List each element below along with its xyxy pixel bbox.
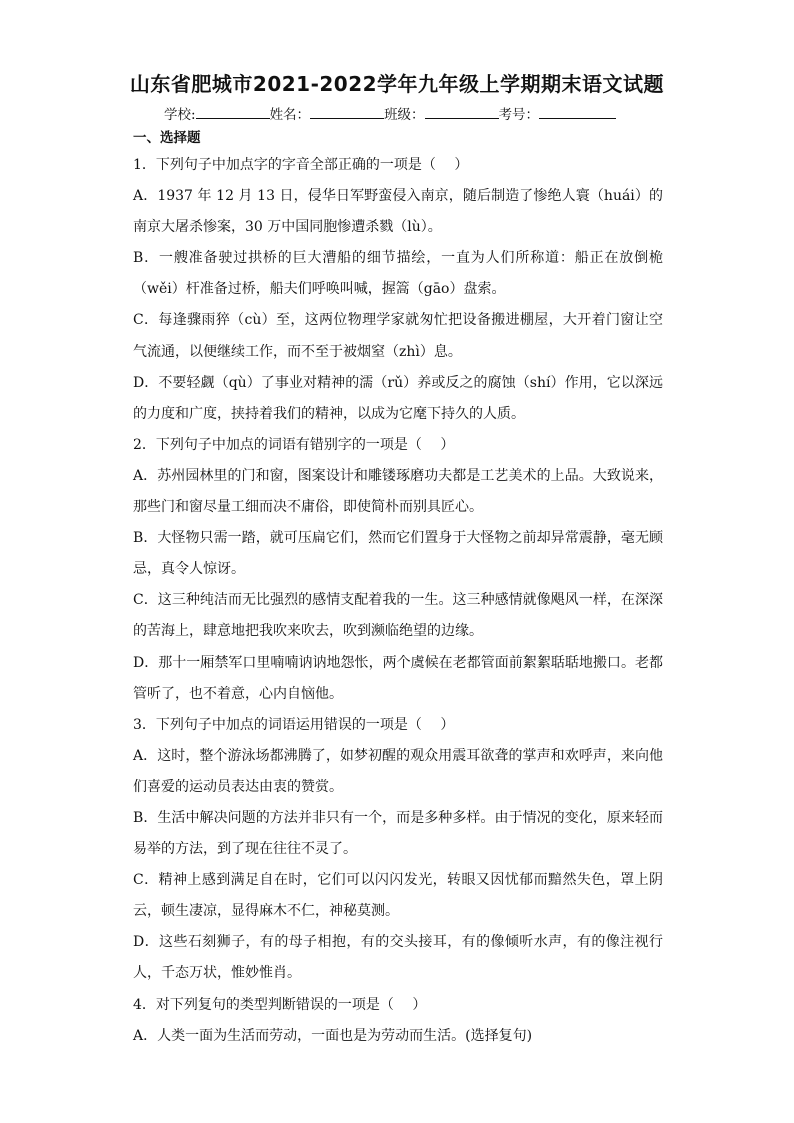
question-option: B．生活中解决问题的方法并非只有一个，而是多种多样。由于情况的变化，原来轻而易举的方法，到了现在往往不灵了。 — [133, 809, 663, 858]
question-option: A．人类一面为生活而劳动，一面也是为劳动而生活。(选择复句) — [133, 1027, 533, 1044]
question-stem: 2．下列句子中加点的词语有错别字的一项是（ ） — [133, 436, 455, 453]
question-option: A．苏州园林里的门和窗，图案设计和雕镂琢磨功夫都是工艺美术的上品。大致说来，那些门和窗尽量工细而决不庸俗，即使简朴而别具匠心。 — [133, 467, 663, 516]
question-option: C．这三种纯洁而无比强烈的感情支配着我的一生。这三种感情就像飓风一样，在深深的苦海上，肆意地把我吹来吹去，吹到濒临绝望的边缘。 — [133, 592, 663, 640]
question-stem: 1．下列句子中加点字的字音全部正确的一项是（ ） — [133, 157, 469, 173]
question-option: D．不要轻觑（qù）了事业对精神的濡（rǔ）养或反之的腐蚀（shí）作用，它以深远的力度和广度，挟持着我们的精神，以成为它麾下持久的人质。 — [133, 374, 663, 422]
question-option: B．一艘准备驶过拱桥的巨大漕船的细节描绘，一直为人们所称道：船正在放倒桅（wěi）杆准备过桥，船夫们呼唤叫喊，握篙（gāo）盘索。 — [133, 250, 663, 298]
question-stem: 3．下列句子中加点的词语运用错误的一项是（ ） — [133, 716, 455, 733]
question-stem: 4．对下列复句的类型判断错误的一项是（ ） — [133, 996, 427, 1013]
school-label: 学校: — [164, 107, 196, 123]
question-option: A．1937 年 12 月 13 日，侵华日军野蛮侵入南京，随后制造了惨绝人寰（huái）的南京大屠杀惨案，30 万中国同胞惨遭杀戮（lù）。 — [133, 188, 663, 236]
questions-list — [133, 150, 663, 1052]
exam-no-label: 考号： — [498, 107, 540, 123]
student-info-line — [164, 103, 616, 123]
question-option: B．大怪物只需一踏，就可压扁它们，然而它们置身于大怪物之前却异常震静，毫无顾忌，真令人惊讶。 — [133, 530, 663, 578]
school-blank — [196, 105, 270, 119]
question-option: A．这时，整个游泳场都沸腾了，如梦初醒的观众用震耳欲聋的掌声和欢呼声，来向他们喜爱的运动员表达由衷的赞赏。 — [133, 747, 663, 795]
exam-no-blank — [539, 105, 616, 119]
name-blank — [310, 105, 384, 119]
section-title: 一、选择题 — [133, 130, 201, 146]
question-option: C．每逢骤雨猝（cù）至，这两位物理学家就匆忙把设备搬进棚屋，大开着门窗让空气流通，以便继续工作，而不至于被烟窒（zhì）息。 — [133, 312, 663, 360]
question-option: D．那十一厢禁军口里喃喃讷讷地怨怅，两个虞候在老都管面前絮絮聒聒地搬口。老都管听了，也不着意，心内自恼他。 — [133, 654, 663, 702]
question-option: C．精神上感到满足自在时，它们可以闪闪发光，转眼又因忧郁而黯然失色，罩上阴云，顿生凄凉，显得麻木不仁，神秘莫测。 — [133, 872, 663, 920]
question-option: D．这些石刻狮子，有的母子相抱，有的交头接耳，有的像倾听水声，有的像注视行人，千态万状，惟妙惟肖。 — [133, 934, 663, 982]
page-title: 山东省肥城市2021-2022学年九年级上学期期末语文试题 — [129, 72, 665, 96]
name-label: 姓名： — [269, 107, 311, 123]
class-label: 班级： — [384, 107, 425, 123]
class-blank — [425, 105, 499, 119]
